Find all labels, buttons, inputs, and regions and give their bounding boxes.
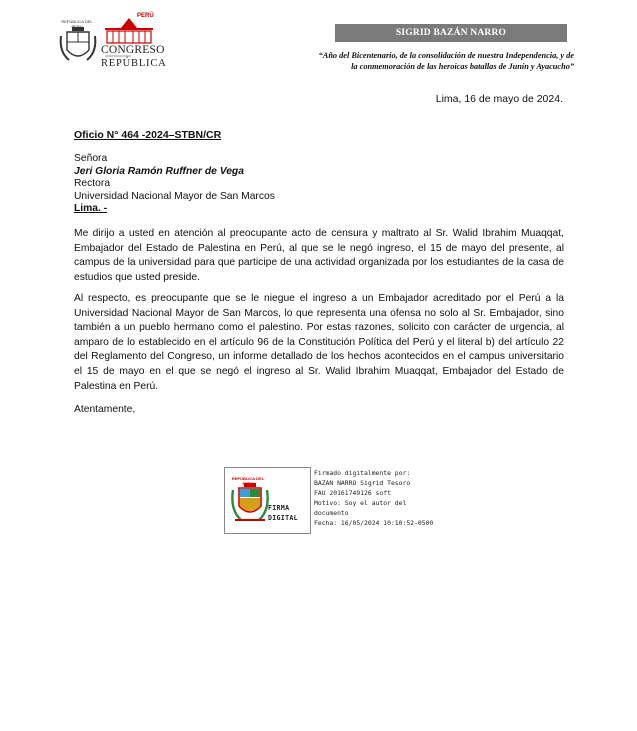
- year-motto-line2: la conmemoración de las heroicas batallas de Junín y Ayacucho”: [351, 62, 574, 71]
- institution-name-line2: REPÚBLICA: [101, 58, 167, 69]
- letter-date: Lima, 16 de mayo de 2024.: [435, 93, 563, 105]
- firma-digital-label: [268, 503, 298, 523]
- year-motto-line1: “Año del Bicentenario, de la consolidación de nuestra Independencia, y de: [318, 51, 574, 60]
- letter-reference: Oficio N° 464 -2024–STBN/CR: [74, 129, 222, 141]
- signature-meta-line: BAZAN NARRO Sigrid Tesoro: [314, 478, 411, 487]
- congress-building-icon: [105, 18, 153, 43]
- sender-name-bar: SIGRID BAZÁN NARRO: [335, 24, 567, 42]
- addressee-block: [74, 153, 275, 216]
- paragraph-1: Me dirijo a usted en atención al preocupante acto de censura y maltrato al Sr. Walid Ibrahim Muaqqat, Embajador del Estado de Palestina en Perú, al que se le negó ingreso, el 15 de mayo del presente, al campus de la universidad para que participe de una actividad organizada por los estudiantes de la casa de estudios que usted preside.: [74, 228, 564, 283]
- signature-meta-line: Firmado digitalmente por:: [314, 469, 411, 477]
- firma-label-line1: FIRMA: [268, 504, 290, 512]
- salutation: Señora: [74, 153, 108, 164]
- coat-of-arms-icon: [61, 27, 96, 60]
- recipient-name: Jeri Gloria Ramón Ruffner de Vega: [74, 165, 244, 177]
- recipient-title: Rectora: [74, 178, 111, 189]
- closing: Atentamente,: [74, 404, 136, 415]
- signature-meta-line: FAU 20161749126 soft: [314, 488, 391, 497]
- year-motto: [300, 50, 574, 72]
- peru-tag: PERÚ: [137, 13, 154, 19]
- republic-label: REPÚBLICA DEL PERÚ: [61, 19, 93, 29]
- recipient-organization: Universidad Nacional Mayor de San Marcos: [74, 190, 275, 202]
- signature-meta-line: documento: [314, 508, 349, 517]
- recipient-city: Lima. -: [74, 203, 108, 214]
- paragraph-2: Al respecto, es preocupante que se le niegue el ingreso a un Embajador acreditado por el Perú a la Universidad Nacional Mayor de San Marcos, lo que representa una ofensa no solo al Sr. Embajador, sino también a un pueblo hermano como el palestino. Por estas razones, solicito con carácter de urgencia, al amparo de lo establecido en el artículo 96 de la Constitución Política del Perú y el literal b) del artículo 22 del Reglamento del Congreso, un informe detallado de los hechos acontecidos en el campus universitario el 15 de mayo en el que se negó el ingreso al Sr. Walid Ibrahim Muaqqat, Embajador del Estado de Palestina en Perú.: [74, 293, 564, 392]
- seal-top-label: REPÚBLICA DEL PERÚ: [231, 476, 265, 486]
- firma-label-line2: DIGITAL: [268, 514, 298, 522]
- signature-meta-line: Motivo: Soy el autor del: [314, 498, 407, 507]
- institution-name-line1: CONGRESO: [101, 44, 165, 56]
- signature-meta-line: Fecha: 16/05/2024 10:10:52-0500: [314, 518, 434, 527]
- signature-metadata: [314, 469, 474, 528]
